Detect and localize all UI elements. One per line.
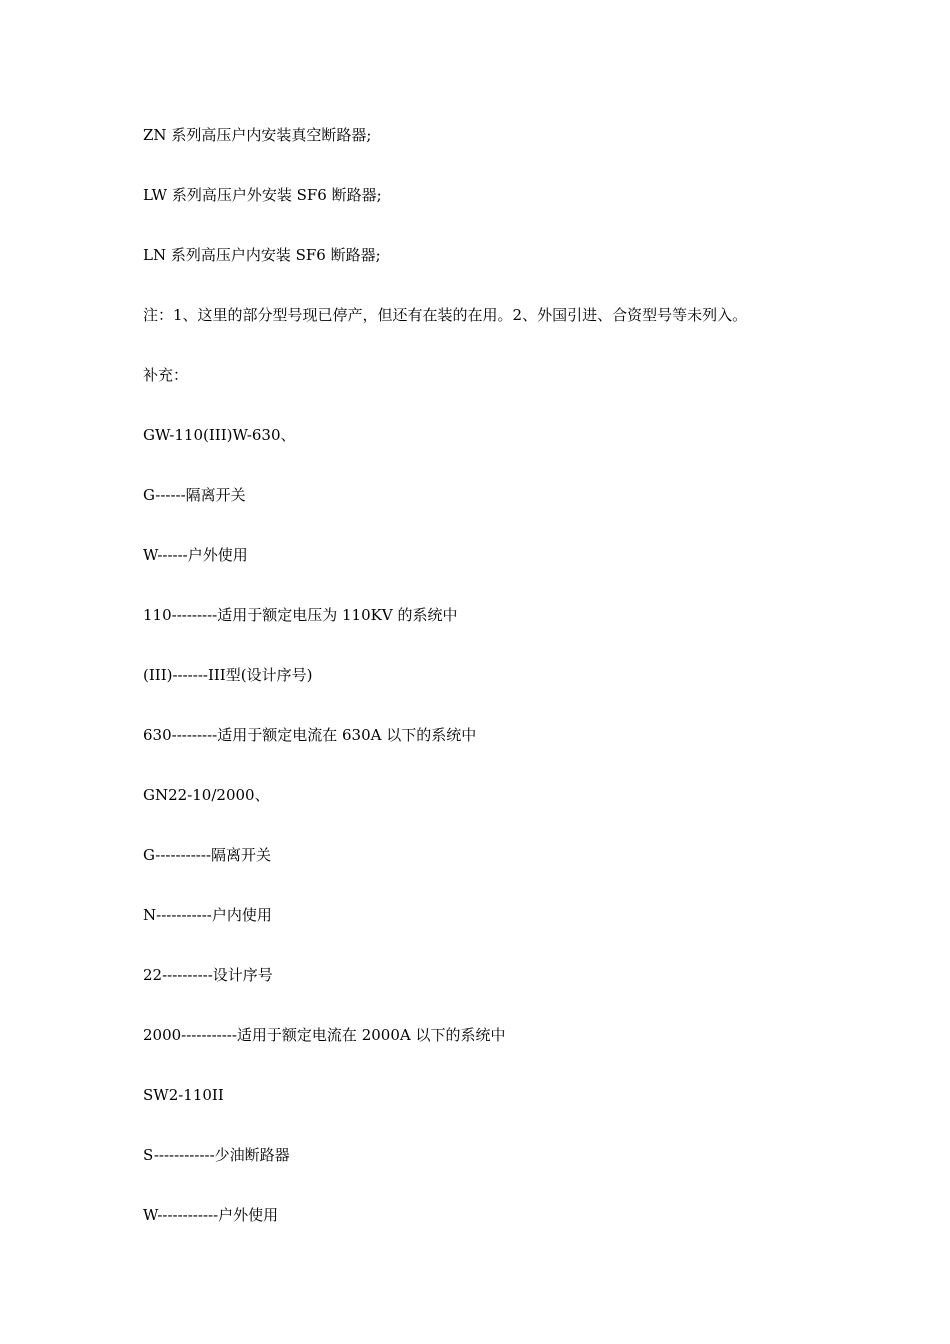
document-body bbox=[143, 122, 843, 1262]
text-line-sw-s: S------------少油断路器 bbox=[143, 1146, 290, 1164]
text-line-gn-g: G-----------隔离开关 bbox=[143, 846, 272, 864]
text-line-supplement-heading: 补充： bbox=[143, 366, 189, 384]
text-line-gw-model: GW-110(III)W-630、 bbox=[143, 426, 296, 444]
text-line-gw-630: 630---------适用于额定电流在 630A 以下的系统中 bbox=[143, 726, 477, 744]
text-line-note: 注：1、这里的部分型号现已停产，但还有在装的在用。2、外国引进、合资型号等未列入。 bbox=[143, 306, 748, 324]
text-line-zn-series: ZN 系列高压户内安装真空断路器; bbox=[143, 126, 372, 144]
text-line-gn-2000: 2000-----------适用于额定电流在 2000A 以下的系统中 bbox=[143, 1026, 506, 1044]
text-line-gw-g: G------隔离开关 bbox=[143, 486, 246, 504]
text-line-gn-22: 22----------设计序号 bbox=[143, 966, 273, 984]
text-line-sw-model: SW2-110II bbox=[143, 1086, 224, 1104]
text-line-sw-w: W------------户外使用 bbox=[143, 1206, 279, 1224]
text-line-gw-110: 110---------适用于额定电压为 110KV 的系统中 bbox=[143, 606, 458, 624]
text-line-gw-w: W------户外使用 bbox=[143, 546, 248, 564]
text-line-gn-n: N-----------户内使用 bbox=[143, 906, 272, 924]
text-line-gw-iii: (III)-------III型(设计序号) bbox=[143, 666, 313, 684]
text-line-gn-model: GN22-10/2000、 bbox=[143, 786, 270, 804]
text-line-ln-series: LN 系列高压户内安装 SF6 断路器; bbox=[143, 246, 381, 264]
text-line-lw-series: LW 系列高压户外安装 SF6 断路器; bbox=[143, 186, 382, 204]
